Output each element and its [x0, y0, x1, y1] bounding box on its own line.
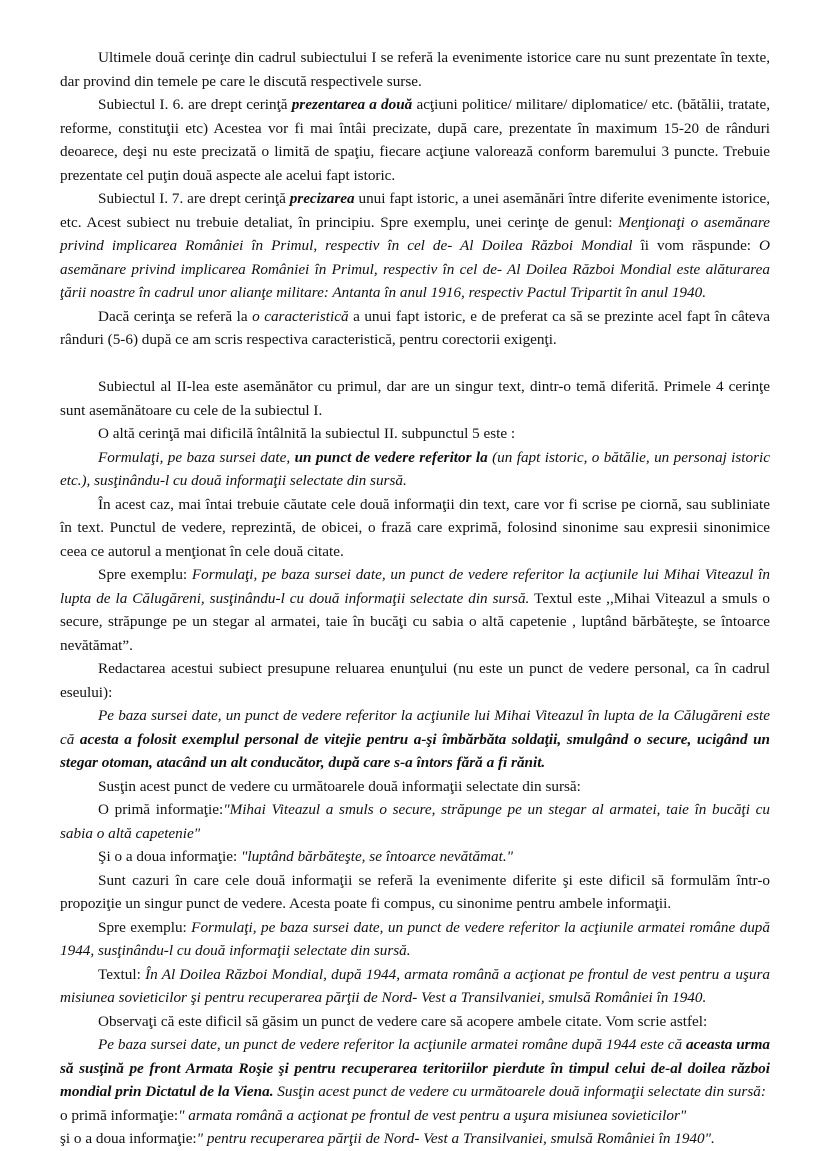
text-run: Textul este ,,Mihai Viteazul a smuls o secure, străpunge pe un stegar al armatei, taie în bucăţi cu sabia o altă capetenie , luptând bărbăteşte, se întoarce nevătămat”. [60, 589, 770, 654]
text-run: Textul: [98, 965, 146, 983]
paragraph-spacer [60, 352, 770, 376]
text-run: a unui fapt istoric, e de preferat ca să se prezinte acel fapt în câteva rânduri (5-6) după ce am scris respectiva caracteristică, pentru corectorii exigenţi. [60, 307, 771, 348]
emphasis-precizarea: precizarea [289, 190, 355, 207]
text-run: Subiectul I. 6. are drept cerinţă [98, 96, 292, 113]
text-run: Redactarea acestui subiect presupune reluarea enunţului (nu este un punct de vedere personal, ca în cadrul eseului): [60, 660, 770, 701]
paragraph-17-textul [60, 963, 770, 1010]
paragraph-6-cerinta-dificila [60, 422, 770, 446]
source-text-italic: În Al Doilea Război Mondial, după 1944, armata română a acţionat pe frontul de vest pentru a uşura misiunea sovieticilor şi pentru recuperarea părţii de Nord- Vest a Transilvaniei, smulsă României în 1940. [60, 965, 770, 1006]
paragraph-15-sunt-cazuri [60, 869, 770, 916]
text-run: Spre exemplu: [98, 566, 192, 583]
text-run: Subiectul al II-lea este asemănător cu primul, dar are un singur text, dintr-o temă diferită. Primele 4 cerinţe sunt asemănătoare cu cele de la subiectul I. [60, 378, 770, 419]
text-run: unui fapt istoric, a unei asemănări între diferite evenimente istorice, etc. Acest subiect nu trebuie detaliat, în principiu. Spre exemplu, unei cerinţe de genul: [60, 190, 771, 231]
quote-italic: "luptând bărbăteşte, se întoarce nevătămat." [240, 848, 514, 865]
paragraph-12-sustin [60, 775, 770, 799]
emphasis-punct-de-vedere-mihai: acesta a folosit exemplul personal de vitejie pentru a-şi îmbărbăta soldaţii, smulgând o secure, ucigând un stegar otoman, atacând un alt conducător, după care s-a întors fără a fi rănit. [60, 730, 770, 771]
text-run: Şi o a doua informaţie: [98, 848, 241, 865]
paragraph-10-redactarea [60, 657, 770, 704]
text-run: acţiuni politice/ militare/ diplomatice/ etc. (bătălii, tratate, reforme, constituţii etc) Acestea vor fi mai întâi precizate, după care, prezentate în maximum 15-20 de rânduri deoarece, deşi nu este precizată o limită de spaţiu, fiecare acţiune valorează conform baremului 3 puncte. Trebuie prezentate cel puţin două aspecte ale acelui fapt istoric. [60, 96, 770, 184]
text-run-italic: (un fapt istoric, o bătălie, un personaj istoric etc.), susţinându-l cu două informaţii selectate din sursă. [60, 448, 770, 489]
text-run: o primă informaţie: [60, 1106, 179, 1124]
text-run: Susţin acest punct de vedere cu următoarele două informaţii selectate din sursă: [98, 777, 581, 795]
example-prompt-italic: Formulaţi, pe baza sursei date, un punct de vedere referitor la acţiunile armatei române după 1944, susţinându-l cu două informaţii selectate din sursă. [60, 918, 770, 959]
paragraph-4-caracteristica [60, 305, 770, 352]
example-prompt-italic: Menţionaţi o asemănare privind implicarea României în Primul, respectiv în cel de- Al Doilea Război Mondial [60, 213, 770, 254]
paragraph-19-model-raspuns-armata [60, 1033, 770, 1104]
emphasis-o-caracteristica: o caracteristică [252, 307, 349, 325]
paragraph-11-model-raspuns-mihai [60, 704, 770, 775]
text-run: îi vom răspunde: [632, 237, 760, 254]
document-body [60, 46, 770, 1151]
paragraph-3-subiectul-i-7 [60, 187, 770, 305]
text-run-italic: Susţin acest punct de vedere cu următoarele două informaţii selectate din sursă: [273, 1083, 766, 1100]
emphasis-punct-de-vedere-armata: aceasta urma să susţină pe front Armata Roşie şi pentru recuperarea teritoriilor pierdute în timpul celui de-al doilea război mondial prin Dictatul de la Viena. [60, 1036, 770, 1100]
quote-italic: " pentru recuperarea părţii de Nord- Vest a Transilvaniei, smulsă României în 1940". [196, 1130, 715, 1147]
paragraph-1 [60, 46, 770, 93]
paragraph-2-subiectul-i-6 [60, 93, 770, 187]
paragraph-7-formulati-cerinta [60, 446, 770, 493]
paragraph-14-a-doua-informatie [60, 845, 770, 869]
text-run: Sunt cazuri în care cele două informaţii se referă la evenimente diferite şi este dificil să formulăm într-o propoziţie un singur punct de vedere. Acesta poate fi compus, cu sinonime pentru ambele informaţii. [60, 871, 770, 912]
paragraph-9-spre-exemplu-mihai [60, 563, 770, 657]
paragraph-8-in-acest-caz [60, 493, 770, 564]
quote-italic: "Mihai Viteazul a smuls o secure, străpunge pe un stegar al armatei, taie în bucăţi cu sabia o altă capetenie" [60, 801, 770, 842]
text-run: şi o a doua informaţie: [60, 1130, 197, 1147]
text-run: O primă informaţie: [98, 801, 224, 818]
paragraph-16-spre-exemplu-armata [60, 916, 770, 963]
paragraph-5-subiectul-ii [60, 375, 770, 422]
paragraph-18-observati [60, 1010, 770, 1034]
example-answer-italic: O asemănare privind implicarea României în Primul, respectiv în cel de- Al Doilea Război Mondial este alăturarea ţării noastre în cadrul unor alianţe militare: Antanta în anul 1916, respectiv Pactul Tripartit în anul 1940. [60, 237, 770, 301]
text-run-italic: Pe baza sursei date, un punct de vedere referitor la acţiunile armatei române după 1944 este că [98, 1036, 686, 1053]
text-run: O altă cerinţă mai dificilă întâlnită la subiectul II. subpunctul 5 este : [98, 425, 516, 442]
paragraph-13-prima-informatie [60, 798, 770, 845]
text-run-italic: Formulaţi, pe baza sursei date, [98, 448, 295, 466]
text-run-italic: Pe baza sursei date, un punct de vedere referitor la acţiunile lui Mihai Viteazul în lupta de la Călugăreni este că [60, 707, 770, 748]
text-run: Subiectul I. 7. are drept cerinţă [98, 190, 290, 207]
text-run: Ultimele două cerinţe din cadrul subiectului I se referă la evenimente istorice care nu sunt prezentate în texte, dar provind din temele pe care le discută respectivele surse. [60, 49, 770, 90]
quote-italic: " armata română a acţionat pe frontul de vest pentru a uşura misiunea sovieticilor" [178, 1106, 687, 1124]
text-run: Dacă cerinţa se referă la [98, 307, 253, 325]
example-prompt-italic: Formulaţi, pe baza sursei date, un punct de vedere referitor la acţiunile lui Mihai Viteazul în lupta de la Călugăreni, susţinându-l cu două informaţii selectate din sursă. [60, 566, 770, 607]
emphasis-prezentarea-a-doua: prezentarea a două [291, 96, 413, 113]
text-run: În acest caz, mai întai trebuie căutate cele două informaţii din text, care vor fi scrise pe ciornă, sau subliniate în text. Punctul de vedere, reprezintă, de obicei, o frază care exprimă, folosind sinonime sau expresii sinonimice ceea ce autorul a menţionat în cele două citate. [60, 495, 770, 560]
paragraph-20-prima-informatie-armata [60, 1104, 770, 1128]
paragraph-21-a-doua-informatie-armata [60, 1127, 770, 1151]
emphasis-punct-de-vedere: un punct de vedere referitor la [294, 448, 488, 466]
text-run: Spre exemplu: [98, 918, 192, 936]
text-run: Observaţi că este dificil să găsim un punct de vedere care să acopere ambele citate. Vom scrie astfel: [98, 1012, 708, 1030]
